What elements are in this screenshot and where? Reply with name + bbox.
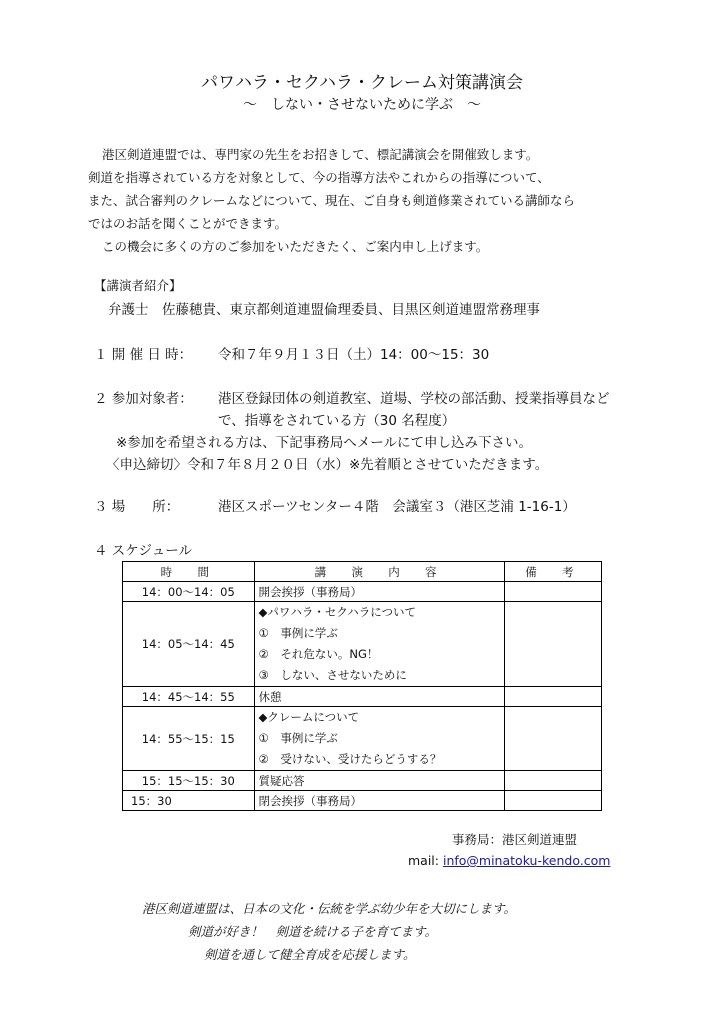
row-note xyxy=(504,582,601,602)
table-row xyxy=(123,771,602,791)
footer-line: 剣道が好き！ 剣道を続ける子を育てます。 xyxy=(188,924,438,939)
table-row xyxy=(123,602,602,687)
row-content xyxy=(254,582,504,602)
row-content xyxy=(254,791,504,811)
row-content-line: ③ しない、させないために xyxy=(258,668,407,682)
row-time: 14：05～14：45 xyxy=(123,602,255,687)
deadline-note: 〈申込締切〉令和７年８月２０日（水）※先着順とさせていただきます。 xyxy=(106,457,549,473)
table-row xyxy=(123,687,602,707)
venue-value: 港区スポーツセンター４階 会議室３（港区芝浦 1-16-1） xyxy=(218,499,576,515)
row-note xyxy=(504,602,601,687)
row-note xyxy=(504,771,601,791)
mail-label: mail: xyxy=(408,853,443,868)
contact-mail xyxy=(408,853,610,868)
lecturer-detail: 弁護士 佐藤穂貴、東京都剣道連盟倫理委員、目黒区剣道連盟常務理事 xyxy=(108,302,540,318)
row-time: 15：30 xyxy=(123,791,255,811)
row-content xyxy=(254,687,504,707)
row-note xyxy=(504,687,601,707)
row-content-line: ② それ危ない。NG！ xyxy=(258,647,379,661)
table-header-row xyxy=(123,562,602,582)
row-content-line: ① 事例に学ぶ xyxy=(258,626,338,640)
target-label: ２ 参加対象者： xyxy=(94,391,193,407)
row-content xyxy=(254,602,504,687)
row-content-line: ① 事例に学ぶ xyxy=(258,731,338,745)
lecturer-heading: 【講演者紹介】 xyxy=(94,278,182,293)
row-content xyxy=(254,707,504,771)
header-content: 講 演 内 容 xyxy=(254,562,504,582)
intro-line: この機会に多くの方のご参加をいただきたく、ご案内申し上げます。 xyxy=(102,239,489,254)
venue-label: ３ 場 所： xyxy=(94,499,180,515)
row-content-line: ② 受けない、受けたらどうする？ xyxy=(258,752,442,766)
row-content xyxy=(254,771,504,791)
row-content-line: 開会挨拶（事務局） xyxy=(258,584,363,599)
table-row xyxy=(123,707,602,771)
row-time: 15：15～15：30 xyxy=(123,771,255,791)
row-content-line: 質疑応答 xyxy=(258,773,305,788)
row-time: 14：55～15：15 xyxy=(123,707,255,771)
page-title: パワハラ・セクハラ・クレーム対策講演会 xyxy=(201,73,523,93)
footer-line: 剣道を通して健全育成を応援します。 xyxy=(204,947,416,962)
row-note xyxy=(504,707,601,771)
row-note xyxy=(504,791,601,811)
mail-link[interactable]: info@minatoku-kendo.com xyxy=(442,853,611,868)
row-time: 14：00～14：05 xyxy=(123,582,255,602)
intro-line: ではのお話を聞くことができます。 xyxy=(88,216,288,231)
table-row xyxy=(123,791,602,811)
header-time: 時 間 xyxy=(123,562,255,582)
header-note: 備 考 xyxy=(504,562,601,582)
footer-line: 港区剣道連盟は、日本の文化・伝統を学ぶ幼少年を大切にします。 xyxy=(142,901,517,916)
application-note: ※参加を希望される方は、下記事務局へメールにて申し込み下さい。 xyxy=(116,435,533,451)
date-value: 令和７年９月１３日（土）14：00～15：30 xyxy=(218,347,490,363)
row-content-line: ◆クレームについて xyxy=(258,710,360,724)
schedule-label: ４ スケジュール xyxy=(94,543,192,559)
intro-line: 剣道を指導されている方を対象として、今の指導方法やこれからの指導について、 xyxy=(88,170,550,185)
date-label: １ 開 催 日 時： xyxy=(94,347,193,363)
page-subtitle: ～ しない・させないために学ぶ ～ xyxy=(243,97,481,113)
intro-line: また、試合審判のクレームなどについて、現在、ご自身も剣道修業されている講師なら xyxy=(88,193,576,208)
row-content-line: ◆パワハラ・セクハラについて xyxy=(258,605,416,619)
target-line: 港区登録団体の剣道教室、道場、学校の部活動、授業指導員など xyxy=(218,391,610,407)
table-row xyxy=(123,582,602,602)
schedule-table xyxy=(122,561,602,811)
target-line: で、指導をされている方（30 名程度） xyxy=(218,413,456,429)
row-time: 14：45～14：55 xyxy=(123,687,255,707)
intro-line: 港区剣道連盟では、専門家の先生をお招きして、標記講演会を開催致します。 xyxy=(102,147,539,162)
row-content-line: 閉会挨拶（事務局） xyxy=(258,793,363,808)
row-content-line: 休憩 xyxy=(258,689,282,704)
office-name: 事務局：港区剣道連盟 xyxy=(452,832,578,847)
